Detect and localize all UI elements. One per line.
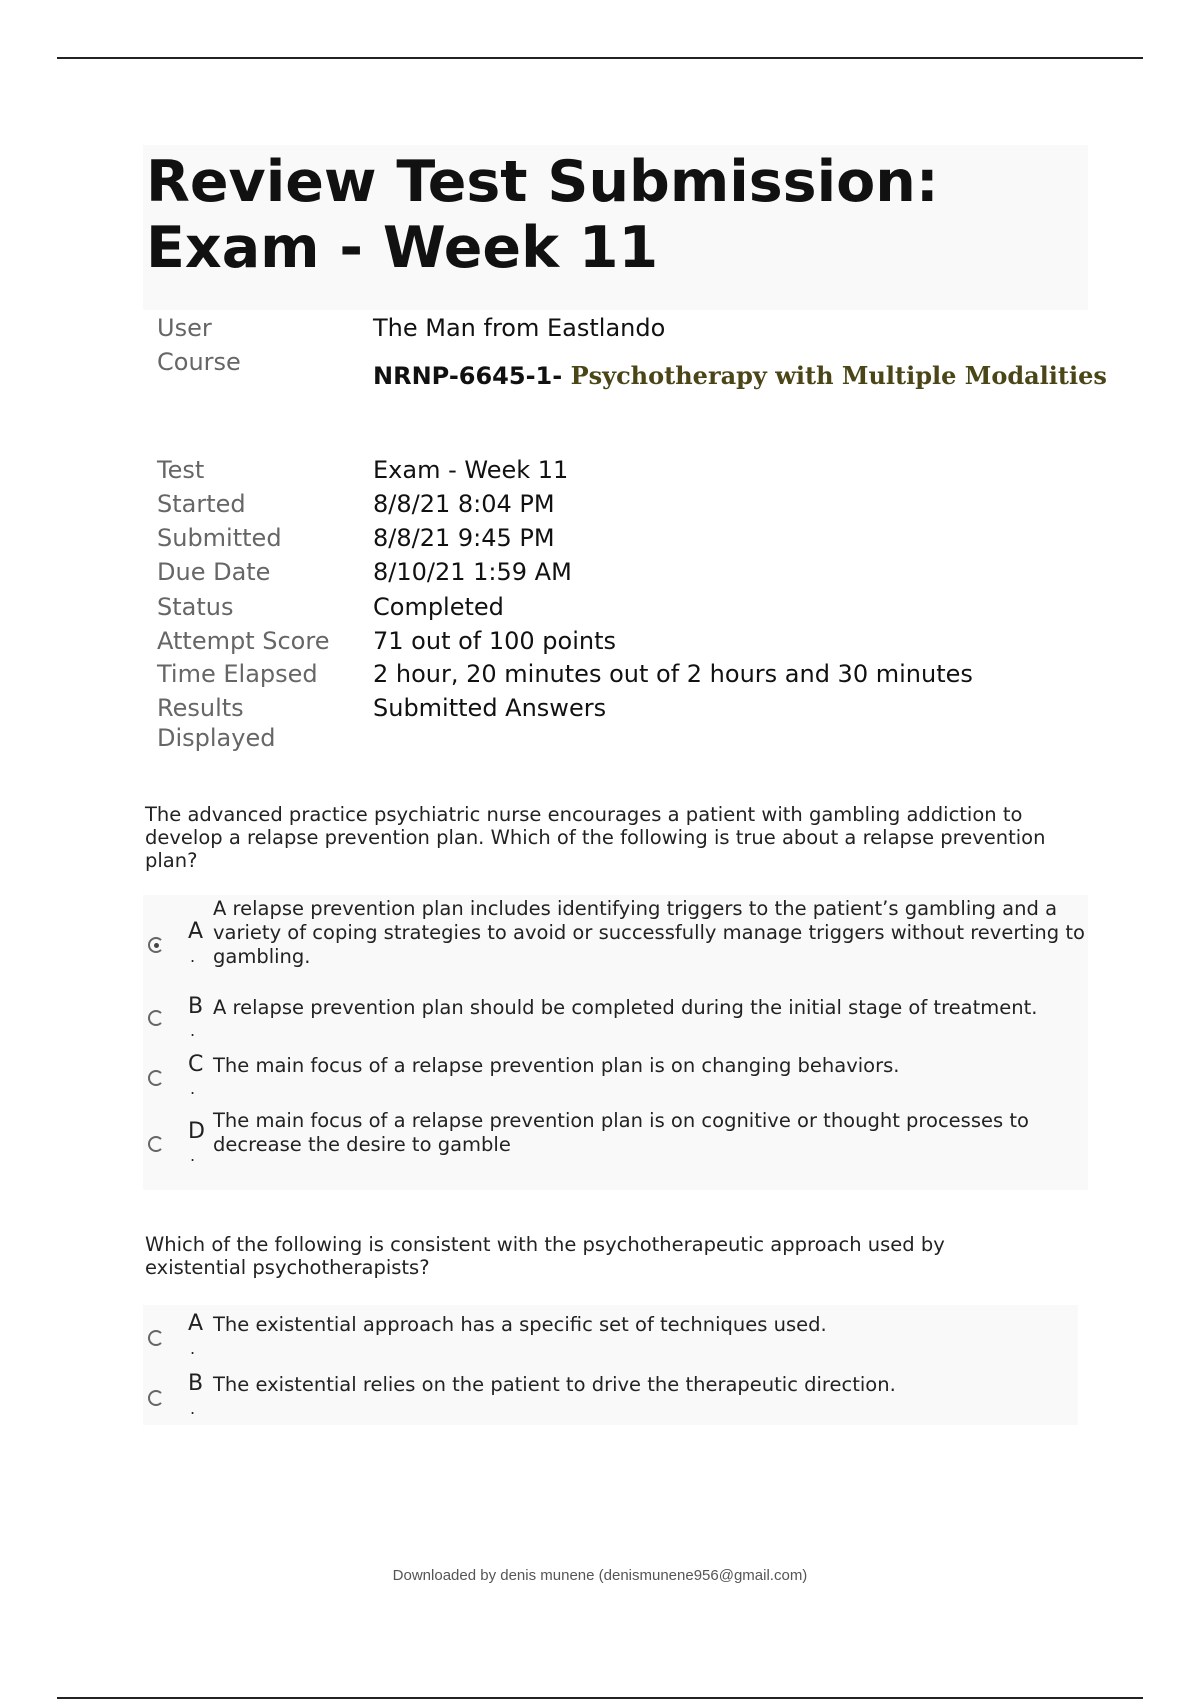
info-value: 8/8/21 8:04 PM	[373, 490, 555, 518]
info-label: Status	[157, 593, 234, 621]
question-text: Which of the following is consistent with the psychotherapeutic approach used by existential psychotherapists?	[145, 1233, 945, 1279]
bottom-rule	[57, 1697, 1143, 1699]
answer-dot: .	[190, 1146, 196, 1165]
info-value: Completed	[373, 593, 504, 621]
answer-text: The existential approach has a specific set of techniques used.	[213, 1313, 827, 1336]
radio-button[interactable]	[148, 1136, 164, 1152]
info-value: 8/10/21 1:59 AM	[373, 558, 572, 586]
user-label: User	[157, 314, 212, 342]
answer-option-b[interactable]	[143, 1369, 1078, 1421]
answer-text: A relapse prevention plan should be completed during the initial stage of treatment.	[213, 996, 1038, 1019]
answer-option-a[interactable]	[143, 1309, 1078, 1361]
answer-letter: D	[188, 1119, 205, 1144]
answer-text: A relapse prevention plan includes identifying triggers to the patient’s gambling and a variety of coping strategies to avoid or successfully manage triggers without reverting to gambling.	[213, 897, 1085, 968]
course-name: Psychotherapy with Multiple Modalities	[570, 361, 1107, 390]
info-label: Test	[157, 456, 205, 484]
radio-button[interactable]	[148, 1010, 164, 1026]
answer-list	[143, 895, 1088, 1190]
radio-button[interactable]	[148, 1330, 164, 1346]
course-label: Course	[157, 348, 241, 376]
page-title-block	[143, 145, 1088, 310]
answer-letter: A	[188, 1311, 204, 1336]
answer-text: The main focus of a relapse prevention plan is on cognitive or thought processes to decrease the desire to gamble	[213, 1109, 1029, 1156]
info-value: 2 hour, 20 minutes out of 2 hours and 30 minutes	[373, 660, 973, 688]
info-label: Results Displayed	[157, 694, 276, 752]
answer-letter: B	[188, 994, 204, 1019]
info-value: 71 out of 100 points	[373, 627, 617, 655]
answer-option-d[interactable]	[143, 1109, 1088, 1179]
course-code: NRNP-6645-1-	[373, 362, 571, 390]
answer-letter: C	[188, 1052, 204, 1077]
info-label: Time Elapsed	[157, 660, 318, 688]
answer-text: The main focus of a relapse prevention plan is on changing behaviors.	[213, 1054, 900, 1077]
info-label: Submitted	[157, 524, 282, 552]
answer-letter: A	[188, 919, 204, 944]
answer-dot: .	[190, 1399, 196, 1418]
info-label: Started	[157, 490, 246, 518]
answer-option-b[interactable]	[143, 995, 1088, 1045]
info-value: 8/8/21 9:45 PM	[373, 524, 555, 552]
info-value: Exam - Week 11	[373, 456, 569, 484]
info-label: Attempt Score	[157, 627, 330, 655]
question-text: The advanced practice psychiatric nurse encourages a patient with gambling addiction to develop a relapse prevention plan. Which of the following is true about a relapse prevention plan?	[145, 803, 1046, 872]
info-value: Submitted Answers	[373, 694, 607, 722]
page-title: Review Test Submission: Exam - Week 11	[146, 149, 939, 281]
answer-option-c[interactable]	[143, 1053, 1088, 1103]
radio-button[interactable]	[148, 1070, 164, 1086]
radio-button-checked[interactable]	[148, 937, 164, 953]
radio-button[interactable]	[148, 1390, 164, 1406]
course-value[interactable]	[373, 361, 1133, 391]
download-footer: Downloaded by denis munene (denismunene956@gmail.com)	[392, 1567, 808, 1584]
answer-letter: B	[188, 1371, 204, 1396]
answer-dot: .	[190, 1339, 196, 1358]
answer-option-a[interactable]	[143, 895, 1088, 975]
answer-dot: .	[190, 947, 196, 966]
answer-dot: .	[190, 1079, 196, 1098]
top-rule	[57, 57, 1143, 59]
user-value: The Man from Eastlando	[373, 314, 666, 342]
info-label: Due Date	[157, 558, 271, 586]
answer-dot: .	[190, 1021, 196, 1040]
answer-text: The existential relies on the patient to drive the therapeutic direction.	[213, 1373, 896, 1396]
answer-list	[143, 1305, 1078, 1425]
